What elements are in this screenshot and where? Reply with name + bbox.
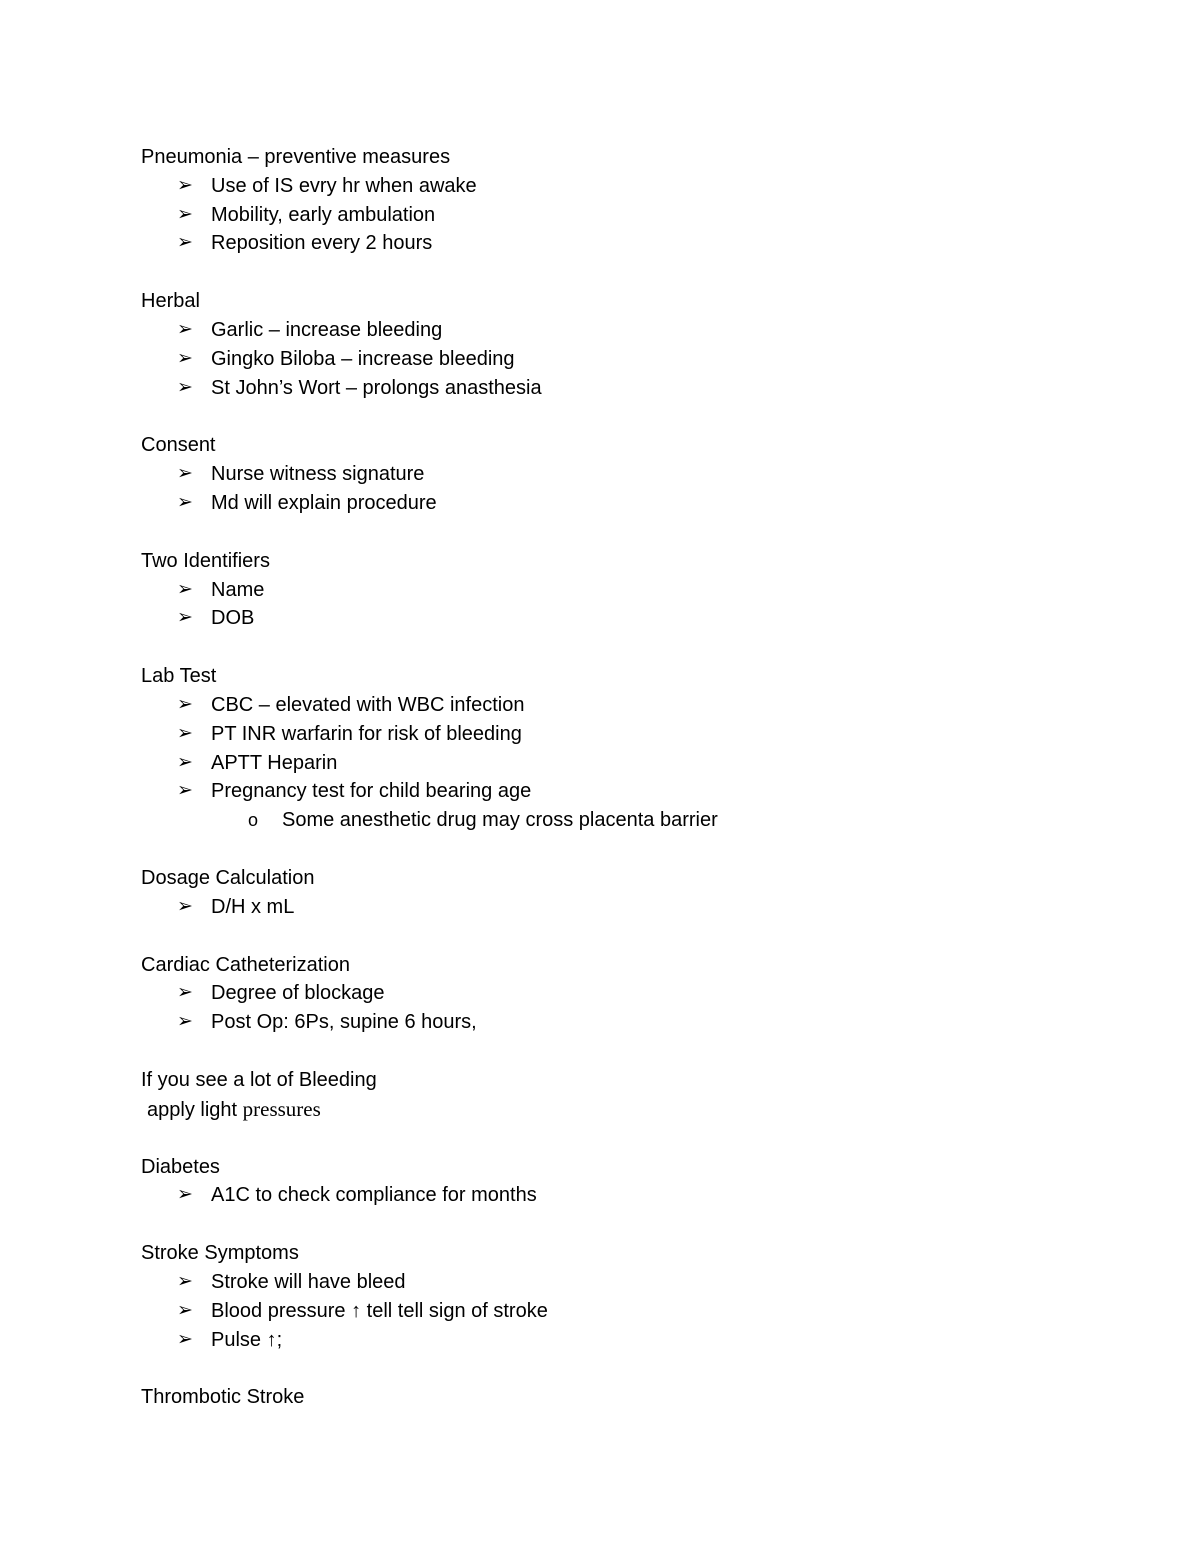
list-item [141, 749, 1141, 778]
list-item-text: Nurse witness signature [211, 463, 425, 486]
section-lab-test [141, 662, 1141, 835]
arrow-bullet-icon: ➢ [177, 347, 193, 369]
arrow-bullet-icon: ➢ [177, 232, 193, 254]
arrow-bullet-icon: ➢ [177, 1011, 193, 1033]
arrow-bullet-icon: ➢ [177, 1299, 193, 1321]
list-item-text: Reposition every 2 hours [211, 232, 433, 255]
section-cardiac-catheterization [141, 951, 1141, 1037]
list-item-text: Stroke will have bleed [211, 1270, 406, 1293]
list-item [141, 1181, 1141, 1210]
list-item-text: Md will explain procedure [211, 491, 437, 514]
list-item-text: APTT Heparin [211, 751, 338, 774]
section-heading: Consent [141, 434, 216, 457]
section-heading: Cardiac Catheterization [141, 953, 350, 976]
arrow-bullet-icon: ➢ [177, 174, 193, 196]
section-heading: Two Identifiers [141, 549, 270, 572]
list-item [141, 172, 1141, 201]
document-page [141, 143, 1141, 1441]
note-text-part: apply light [147, 1098, 238, 1121]
list-item [141, 1326, 1141, 1355]
list-item-text: Name [211, 578, 265, 601]
arrow-bullet-icon: ➢ [177, 463, 193, 485]
section-heading: If you see a lot of Bleeding [141, 1068, 377, 1091]
list-item-text: Pregnancy test for child bearing age [211, 780, 532, 803]
list-item [141, 374, 1141, 403]
list-item-text: Pulse ↑; [211, 1328, 283, 1351]
sub-list-item [141, 806, 1141, 835]
section-thrombotic-stroke [141, 1383, 1141, 1412]
arrow-bullet-icon: ➢ [177, 722, 193, 744]
list-item [141, 576, 1141, 605]
arrow-bullet-icon: ➢ [177, 376, 193, 398]
section-heading: Thrombotic Stroke [141, 1386, 305, 1409]
list-item [141, 201, 1141, 230]
list-item [141, 460, 1141, 489]
list-item [141, 720, 1141, 749]
list-item [141, 893, 1141, 922]
arrow-bullet-icon: ➢ [177, 318, 193, 340]
list-item [141, 777, 1141, 806]
list-item [141, 691, 1141, 720]
section-two-identifiers [141, 547, 1141, 633]
arrow-bullet-icon: ➢ [177, 1328, 193, 1350]
section-bleeding [141, 1066, 1141, 1124]
section-heading: Pneumonia – preventive measures [141, 146, 451, 168]
circle-bullet-icon: o [248, 810, 259, 831]
section-dosage-calculation [141, 864, 1141, 922]
list-item [141, 1008, 1141, 1037]
list-item [141, 604, 1141, 633]
list-item [141, 316, 1141, 345]
sub-list-item-text: Some anesthetic drug may cross placenta barrier [282, 809, 718, 832]
note-text-part: pressures [242, 1096, 321, 1121]
list-item [141, 345, 1141, 374]
list-item-text: Blood pressure ↑ tell tell sign of stroke [211, 1299, 548, 1322]
section-pneumonia [141, 143, 1141, 258]
list-item-text: DOB [211, 607, 255, 630]
arrow-bullet-icon: ➢ [177, 693, 193, 715]
list-item [141, 229, 1141, 258]
list-item [141, 979, 1141, 1008]
list-item-text: St John’s Wort – prolongs anasthesia [211, 376, 542, 399]
list-item-text: CBC – elevated with WBC infection [211, 693, 525, 716]
section-heading: Dosage Calculation [141, 866, 315, 889]
list-item [141, 489, 1141, 518]
list-item-text: Post Op: 6Ps, supine 6 hours, [211, 1011, 477, 1034]
section-heading: Diabetes [141, 1155, 220, 1178]
list-item-text: Garlic – increase bleeding [211, 318, 443, 341]
arrow-bullet-icon: ➢ [177, 578, 193, 600]
list-item-text: Gingko Biloba – increase bleeding [211, 347, 515, 370]
list-item-text: A1C to check compliance for months [211, 1184, 537, 1207]
arrow-bullet-icon: ➢ [177, 895, 193, 917]
arrow-bullet-icon: ➢ [177, 1270, 193, 1292]
list-item [141, 1268, 1141, 1297]
arrow-bullet-icon: ➢ [177, 203, 193, 225]
section-heading: Lab Test [141, 665, 217, 688]
section-stroke-symptoms [141, 1239, 1141, 1354]
list-item [141, 1297, 1141, 1326]
list-item-text: Degree of blockage [211, 982, 385, 1005]
list-item-text: Use of IS evry hr when awake [211, 174, 477, 197]
list-item-text: PT INR warfarin for risk of bleeding [211, 722, 522, 745]
arrow-bullet-icon: ➢ [177, 780, 193, 802]
arrow-bullet-icon: ➢ [177, 982, 193, 1004]
note-line [141, 1095, 1141, 1124]
section-heading: Stroke Symptoms [141, 1242, 299, 1265]
arrow-bullet-icon: ➢ [177, 607, 193, 629]
arrow-bullet-icon: ➢ [177, 751, 193, 773]
arrow-bullet-icon: ➢ [177, 491, 193, 513]
section-diabetes [141, 1153, 1141, 1211]
section-heading: Herbal [141, 290, 200, 313]
arrow-bullet-icon: ➢ [177, 1184, 193, 1206]
list-item-text: D/H x mL [211, 895, 295, 918]
list-item-text: Mobility, early ambulation [211, 203, 436, 226]
section-consent [141, 431, 1141, 517]
section-herbal [141, 287, 1141, 402]
